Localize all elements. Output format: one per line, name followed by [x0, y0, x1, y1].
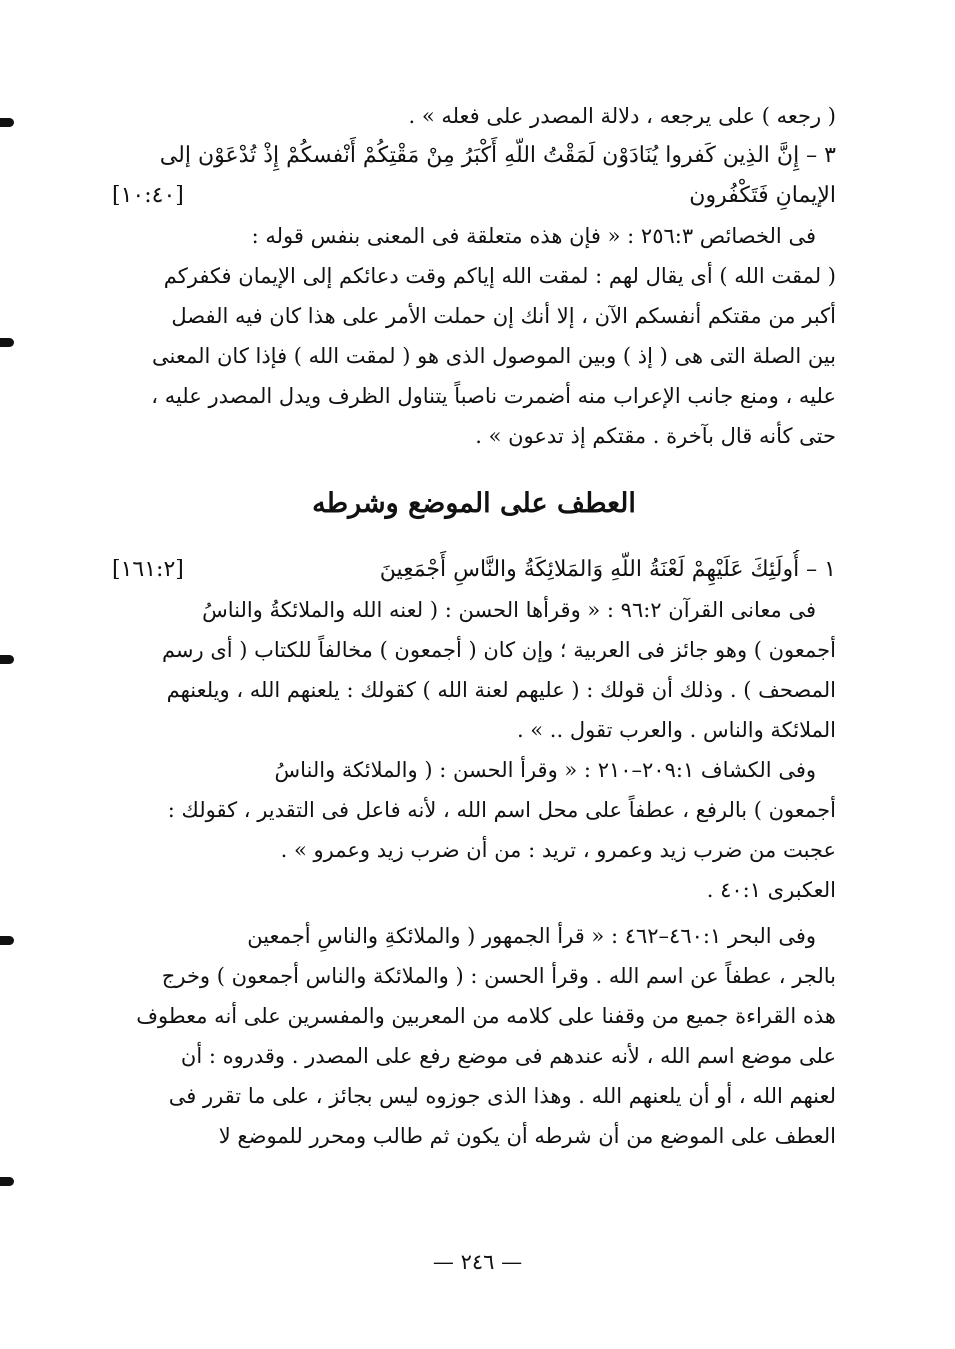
text-line: فى الخصائص ٢٥٦:٣ : « فإن هذه متعلقة فى المعنى بنفس قوله :	[251, 224, 816, 248]
text-line: وفى الكشاف ٢٠٩:١–٢١٠ : « وقرأ الحسن : ( والملائكة والناسُ	[274, 758, 816, 782]
verse-reference: [١٦١:٢]	[112, 557, 184, 582]
page-body	[112, 96, 836, 1156]
text-line: لعنهم الله ، أو أن يلعنهم الله . وهذا الذى جوزوه ليس بجائز ، على ما تقرر فى	[168, 1084, 836, 1108]
text-line: الملائكة والناس . والعرب تقول .. » .	[516, 718, 836, 742]
text-line: بالجر ، عطفاً عن اسم الله . وقرأ الحسن : ( والملائكة والناس أجمعون ) وخرج	[161, 964, 836, 988]
section-heading: العطف على الموضع وشرطه	[312, 488, 636, 519]
verse-text: ١ – أُولَئِكَ عَلَيْهِمْ لَعْنَةُ اللّهِ وَالمَلائِكَةُ والنَّاسِ أَجْمَعِينَ	[379, 557, 836, 582]
margin-mark	[0, 118, 14, 127]
page-number: — ٢٤٦ —	[432, 1250, 523, 1274]
margin-mark	[0, 936, 14, 945]
text-line: أجمعون ) بالرفع ، عطفاً على محل اسم الله ، لأنه فاعل فى التقدير ، كقولك :	[167, 798, 836, 822]
margin-mark	[0, 655, 14, 664]
verse-reference: [١٠:٤٠]	[112, 183, 184, 208]
margin-mark	[0, 338, 14, 347]
text-line: بين الصلة التى هى ( إذ ) وبين الموصول الذى هو ( لمقت الله ) فإذا كان المعنى	[151, 344, 836, 368]
text-line: ( لمقت الله ) أى يقال لهم : لمقت الله إياكم وقت دعائكم إلى الإيمان فكفركم	[163, 264, 836, 288]
text-line: هذه القراءة جميع من وقفنا على كلامه من المعربين والمفسرين على أنه معطوف	[136, 1004, 836, 1028]
text-line: أكبر من مقتكم أنفسكم الآن ، إلا أنك إن حملت الأمر على هذا كان فيه الفصل	[171, 304, 836, 328]
verse-line	[112, 550, 836, 590]
text-line: أجمعون ) وهو جائز فى العربية ؛ وإن كان ( أجمعون ) مخالفاً للكتاب ( أى رسم	[161, 638, 836, 662]
text-line: وفى البحر ٤٦٠:١–٤٦٢ : « قرأ الجمهور ( والملائكةِ والناسِ أجمعين	[247, 924, 816, 948]
text-line: العكبرى ٤٠:١ .	[706, 878, 836, 902]
text-line: المصحف ) . وذلك أن قولك : ( عليهم لعنة الله ) كقولك : يلعنهم الله ، ويلعنهم	[166, 678, 836, 702]
margin-mark	[0, 1177, 14, 1186]
verse-text: الإيمانِ فَتَكْفُرون	[689, 183, 836, 208]
verse-line	[112, 176, 836, 216]
text-line: العطف على الموضع من أن شرطه أن يكون ثم طالب ومحرر للموضع لا	[218, 1124, 836, 1148]
text-line: فى معانى القرآن ٩٦:٢ : « وقرأها الحسن : ( لعنه الله والملائكةُ والناسُ	[202, 598, 816, 622]
text-line: عجبت من ضرب زيد وعمرو ، تريد : من أن ضرب زيد وعمرو » .	[280, 838, 836, 862]
text-line: عليه ، ومنع جانب الإعراب منه أضمرت ناصباً يتناول الظرف ويدل المصدر عليه ،	[151, 384, 836, 408]
verse-line: ٣ – إِنَّ الذِين كَفروا يُنَادَوْن لَمَقْتُ اللّهِ أَكْبَرُ مِنْ مَقْتِكُمْ أَنْفسكُمْ إِذْ تُدْعَوْن إلى	[159, 143, 836, 168]
text-line: ( رجعه ) على يرجعه ، دلالة المصدر على فعله » .	[408, 104, 836, 128]
text-line: على موضع اسم الله ، لأنه عندهم فى موضع رفع على المصدر . وقدروه : أن	[180, 1044, 836, 1068]
text-line: حتى كأنه قال بآخرة . مقتكم إذ تدعون » .	[475, 424, 836, 448]
